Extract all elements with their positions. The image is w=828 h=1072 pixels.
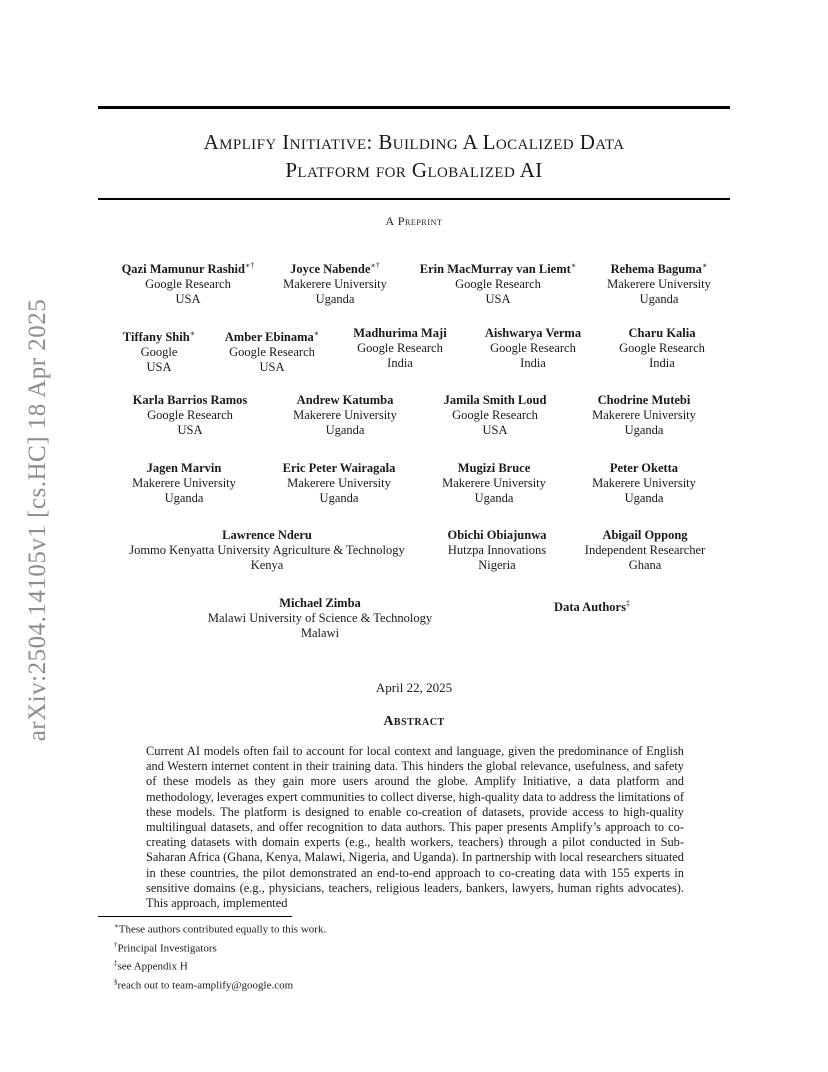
author-name: Amber Ebinama∗ — [224, 329, 320, 345]
author-name: Data Authors‡ — [554, 599, 630, 615]
author-country: Uganda — [315, 292, 355, 307]
abstract-heading: Abstract — [383, 714, 445, 729]
author-affiliation: Hutzpa Innovations — [447, 543, 547, 557]
title-bottom-rule — [98, 198, 730, 200]
author-block — [442, 461, 546, 506]
author-block — [607, 258, 711, 307]
author-name: Lawrence Nderu — [222, 528, 312, 542]
author-name: Michael Zimba — [279, 596, 361, 610]
author-country: Ghana — [628, 558, 662, 572]
author-country: Uganda — [639, 292, 679, 307]
author-affiliation: Google Research — [490, 341, 576, 355]
author-affiliation: Google Research — [452, 408, 538, 422]
author-name: Mugizi Bruce — [457, 461, 531, 475]
footnote: ∗These authors contributed equally to this work. — [114, 922, 327, 936]
author-affiliation: Google Research — [147, 408, 233, 422]
author-name: Qazi Mamunur Rashid∗† — [121, 261, 255, 277]
author-country: Uganda — [164, 491, 204, 505]
author-block — [592, 393, 696, 438]
author-country: Uganda — [624, 423, 664, 437]
publication-date: April 22, 2025 — [375, 680, 453, 695]
author-name: Rehema Baguma∗ — [610, 261, 708, 277]
footnote: §reach out to team-amplify@google.com — [114, 977, 294, 992]
author-block — [283, 258, 387, 307]
footnotes — [114, 919, 326, 994]
footnote: †Principal Investigators — [114, 940, 217, 955]
author-name: Andrew Katumba — [296, 393, 394, 407]
title-line-2: Platform for Globalized AI — [285, 158, 543, 182]
author-name: Tiffany Shih∗ — [122, 329, 196, 345]
title-line-1: Amplify Initiative: Building A Localized Data — [203, 130, 625, 154]
author-block — [122, 258, 255, 307]
author-country: USA — [175, 292, 201, 307]
author-name: Peter Oketta — [609, 461, 679, 475]
author-country: Uganda — [319, 491, 359, 505]
author-name: Chodrine Mutebi — [597, 393, 691, 407]
author-block — [129, 528, 405, 573]
author-affiliation: Google Research — [357, 341, 443, 355]
author-block — [133, 393, 248, 438]
author-name: Joyce Nabende∗† — [290, 261, 380, 277]
abstract-body: Current AI models often fail to account for local context and language, given the predominance of English and Western internet content in their training data. This hinders the global relevance, usefulness, and safety of these models as they gain more users around the globe. Amplify Initiative, a data platform and methodology, leverages expert communities to collect diverse, high-quality data to address the limitations of these models. The platform is designed to enable co-creation of datasets, provide access to high-quality multilingual datasets, and offer recognition to data authors. This paper presents Amplify’s approach to co-creating datasets with domain experts (e.g., health workers, teachers) through a pilot conducted in Sub-Saharan Africa (Ghana, Kenya, Malawi, Nigeria, and Uganda). In partnership with local researchers situated in these countries, the pilot demonstrated an end-to-end approach to co-creating data with 155 experts in sensitive domains (e.g., physicians, teachers, religious leaders, bankers, lawyers, human rights advocates). This approach, implemented — [146, 744, 684, 911]
author-block — [123, 326, 195, 375]
author-affiliation: Makerere University — [283, 277, 387, 292]
author-affiliation: Makerere University — [287, 476, 391, 490]
arxiv-sidebar-stamp — [0, 0, 76, 1072]
author-country: Kenya — [250, 558, 284, 572]
author-block — [585, 528, 705, 573]
author-name: Eric Peter Wairagala — [282, 461, 396, 475]
author-name: Abigail Oppong — [602, 528, 688, 542]
author-block — [448, 528, 547, 573]
author-country: India — [520, 356, 546, 370]
author-affiliation: Google — [140, 345, 178, 360]
footnote-divider — [98, 916, 292, 917]
author-affiliation: Makerere University — [592, 408, 696, 422]
author-name: Karla Barrios Ramos — [132, 393, 248, 407]
author-affiliation: Google Research — [229, 345, 315, 360]
author-block — [225, 326, 319, 375]
author-block — [592, 461, 696, 506]
author-affiliation: Makerere University — [442, 476, 546, 490]
author-name: Erin MacMurray van Liemt∗ — [419, 261, 577, 277]
author-block — [420, 258, 576, 307]
author-country: Nigeria — [478, 558, 516, 572]
author-name: Aishwarya Verma — [484, 326, 582, 340]
author-country: USA — [482, 423, 508, 437]
author-block — [293, 393, 397, 438]
arxiv-identifier: arXiv:2504.14105v1 [cs.HC] 18 Apr 2025 — [24, 298, 51, 742]
author-block — [132, 461, 236, 506]
author-affiliation: Makerere University — [592, 476, 696, 490]
paper-title — [98, 128, 730, 184]
author-affiliation: Makerere University — [293, 408, 397, 422]
author-block — [208, 596, 432, 641]
author-country: Uganda — [325, 423, 365, 437]
author-country: Uganda — [624, 491, 664, 505]
author-affiliation: Makerere University — [607, 277, 711, 292]
author-country: India — [387, 356, 413, 370]
author-country: USA — [259, 360, 285, 375]
author-name: Obichi Obiajunwa — [447, 528, 547, 542]
author-affiliation: Malawi University of Science & Technology — [207, 611, 433, 625]
footnote: ‡see Appendix H — [114, 959, 188, 973]
author-block — [353, 326, 446, 371]
author-country: Malawi — [300, 626, 340, 640]
author-country: Uganda — [474, 491, 514, 505]
author-country: USA — [177, 423, 203, 437]
title-top-rule — [98, 106, 730, 109]
author-name: Jagen Marvin — [146, 461, 222, 475]
author-block — [283, 461, 396, 506]
author-country: USA — [146, 360, 172, 375]
author-block — [485, 326, 581, 371]
author-name: Jamila Smith Loud — [443, 393, 547, 407]
author-affiliation: Jommo Kenyatta University Agriculture & Technology — [129, 543, 405, 557]
author-affiliation: Google Research — [145, 277, 231, 292]
author-name: Madhurima Maji — [353, 326, 447, 340]
author-affiliation: Independent Researcher — [584, 543, 706, 557]
preprint-label: A Preprint — [385, 214, 443, 228]
author-block — [554, 596, 630, 615]
author-block — [619, 326, 705, 371]
author-country: USA — [485, 292, 511, 307]
author-affiliation: Google Research — [619, 341, 705, 355]
author-name: Charu Kalia — [628, 326, 696, 340]
author-block — [444, 393, 547, 438]
author-affiliation: Google Research — [455, 277, 541, 292]
author-country: India — [649, 356, 675, 370]
author-affiliation: Makerere University — [132, 476, 236, 490]
